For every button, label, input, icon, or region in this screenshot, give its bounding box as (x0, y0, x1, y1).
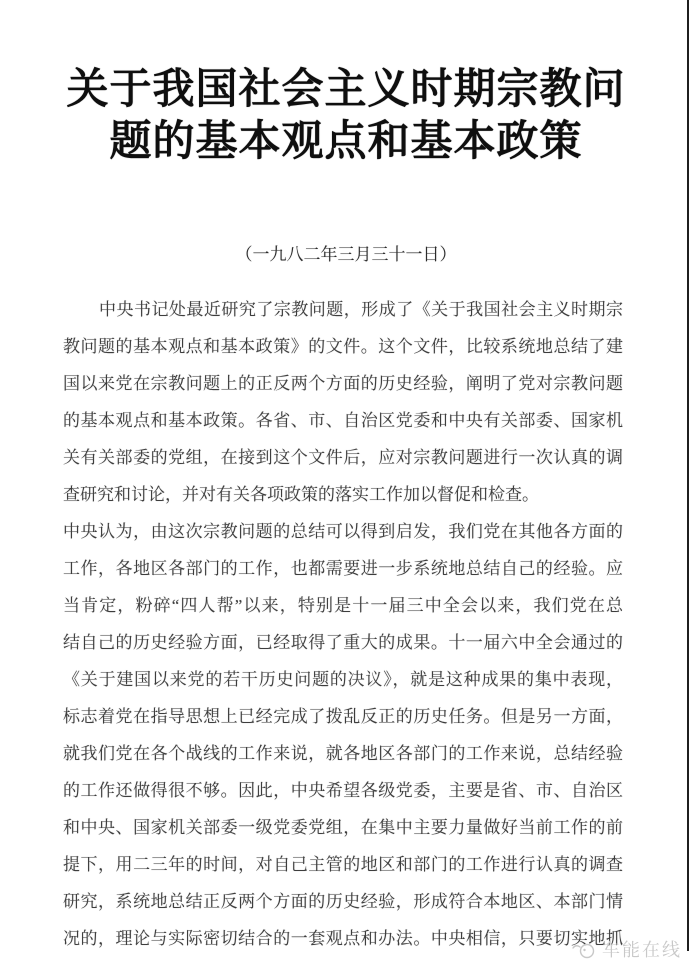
watermark-label: 车能在线 (602, 940, 682, 960)
body-line: 结自己的历史经验方面，已经取得了重大的成果。十一届六中全会通过的 (63, 633, 623, 652)
body-line: 的工作还做得很不够。因此，中央希望各级党委，主要是省、市、自治区 (63, 781, 623, 800)
body-line: 工作，各地区各部门的工作，也都需要进一步系统地总结自己的经验。应 (63, 559, 623, 578)
body-line: 国以来党在宗教问题上的正反两个方面的历史经验，阐明了党对宗教问题 (63, 374, 623, 393)
document-date: （一九八二年三月三十一日） (235, 245, 457, 264)
body-line: 查研究和讨论，并对有关各项政策的落实工作加以督促和检查。 (63, 485, 539, 504)
title-line-2: 题的基本观点和基本政策 (109, 119, 583, 165)
watermark (571, 939, 682, 961)
watermark-logo-icon (571, 941, 597, 959)
body-line: 中央认为，由这次宗教问题的总结可以得到启发，我们党在其他各方面的 (63, 522, 623, 541)
title-line-1: 关于我国社会主义时期宗教问 (66, 67, 626, 113)
body-line: 就我们党在各个战线的工作来说，就各地区各部门的工作来说，总结经验 (63, 744, 623, 763)
body-line: 的基本观点和基本政策。各省、市、自治区党委和中央有关部委、国家机 (63, 411, 623, 430)
body-line: 当肯定，粉碎“四人帮”以来，特别是十一届三中全会以来，我们党在总 (63, 596, 623, 615)
body-line: 研究，系统地总结正反两个方面的历史经验，形成符合本地区、本部门情 (63, 892, 623, 911)
body-line: 提下，用二三年的时间，对自己主管的地区和部门的工作进行认真的调查 (63, 855, 623, 874)
document-title (0, 64, 692, 168)
body-line: 标志着党在指导思想上已经完成了拨乱反正的历史任务。但是另一方面， (63, 707, 623, 726)
body-line: 关有关部委的党组，在接到这个文件后，应对宗教问题进行一次认真的调 (63, 448, 623, 467)
scan-edge-line (687, 0, 689, 951)
body-text (63, 291, 623, 957)
body-line: 和中央、国家机关部委一级党委党组，在集中主要力量做好当前工作的前 (63, 818, 623, 837)
body-line: 况的，理论与实际密切结合的一套观点和办法。中央相信，只要切实地抓 (63, 929, 623, 948)
body-line: 教问题的基本观点和基本政策》的文件。这个文件，比较系统地总结了建 (63, 337, 623, 356)
body-line: 《关于建国以来党的若干历史问题的决议》，就是这种成果的集中表现， (63, 670, 623, 689)
body-line: 中央书记处最近研究了宗教问题，形成了《关于我国社会主义时期宗 (99, 300, 623, 319)
